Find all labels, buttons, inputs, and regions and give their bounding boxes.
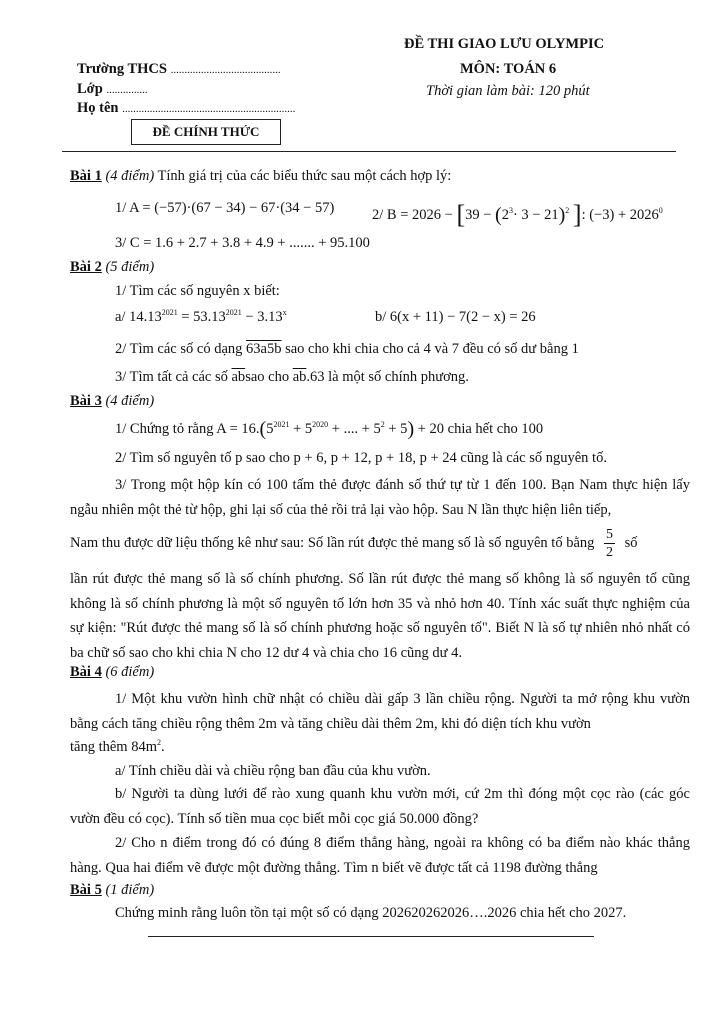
b1-title: Bài 1 [70, 168, 102, 184]
b2-q3-ab1: $\overline{ab}$ [231, 369, 246, 385]
b2-q3-2: sao cho [245, 369, 290, 385]
b2-qa-2: = 53.13 [177, 309, 226, 325]
time-limit: Thời gian làm bài: 120 phút [426, 83, 590, 99]
b2-q3 [115, 369, 469, 386]
b5-title: Bài 5 [70, 882, 102, 898]
b3-q3-c: số [624, 534, 638, 551]
b3-q1: 1/ Chứng tỏ rằng $A = 16.(5^{2021} + 5^{2020}$ + .... + $5^2 + 5) + 20$ chia hết cho 100 [115, 418, 544, 440]
b4-q1: 1/ Một khu vườn hình chữ nhật có chiều dài gấp 3 lần chiều rộng. Người ta mở rộng khu vườn bằng cách tăng chiều rộng thêm 2m và tăng chiều dài thêm 2m, khi đó diện tích khu vườn [70, 691, 690, 732]
b3-q1-p4: + 5 [384, 421, 408, 437]
b3-q1-p1: 5 [266, 421, 274, 437]
b3-q3-b [70, 526, 638, 561]
b3-q1-p3: + .... + 5 [328, 421, 381, 437]
b2-qa-e1: 2021 [161, 308, 178, 317]
b2-qa-3: − 3.13 [241, 309, 283, 325]
b2-q2-2: sao cho khi chia cho cả 4 và 7 đều có số dư bằng 1 [285, 341, 579, 357]
class-dots: ............... [106, 84, 148, 96]
fraction-den: 2 [606, 545, 614, 560]
b4-title: Bài 4 [70, 664, 102, 680]
name-dots: ............................................................... [122, 103, 296, 115]
b1-q2-c-exp: 3 [508, 206, 513, 215]
b1-q2-e-exp: 0 [658, 206, 663, 215]
b2-q3-3: .63 là một số chính phương. [306, 369, 469, 385]
b1-points: (4 điểm) [105, 168, 155, 184]
b5-heading [70, 882, 154, 899]
b3-q3-b-text: Nam thu được dữ liệu thống kê như sau: Số lần rút được thẻ mang số là số nguyên tố bằng [70, 534, 595, 551]
b2-heading [70, 259, 154, 276]
b3-heading [70, 393, 154, 410]
b2-points: (5 điểm) [105, 259, 155, 275]
b1-q2-c: 2 [501, 207, 509, 223]
b3-q1-p2: + 5 [289, 421, 313, 437]
school-dots: ........................................ [170, 64, 281, 76]
b3-points: (4 điểm) [105, 393, 155, 409]
b3-q3-d: lần rút được thẻ mang số là số chính phương. Số lần rút được thẻ mang số không là số nguyên tố cũng không là số chính phương là một số nguyên tố lớn hơn 35 và nhỏ hơn 40. Tính xác suất thực nghiệm của sự kiện: "Rút được thẻ mang số là số chính phương hoặc số nguyên tố". Biết N là số tự nhiên nhỏ nhất có ba chữ số sao cho khi chia N cho 12 dư 4 và chia cho 16 cũng dư 4. [70, 571, 690, 661]
school-label: Trường THCS [77, 61, 167, 77]
b3-q1-2: + 20 chia hết cho 100 [414, 421, 544, 437]
b2-q3-1: 3/ Tìm tất cả các số [115, 369, 228, 385]
b5-q: Chứng minh rằng luôn tồn tại một số có dạng 202620262026….2026 chia hết cho 2027. [115, 905, 627, 921]
b4-heading [70, 664, 154, 681]
class-label: Lớp [77, 81, 103, 97]
b2-q2-1: 2/ Tìm các số có dạng [115, 341, 243, 357]
b1-heading [70, 168, 451, 185]
b3-title: Bài 3 [70, 393, 102, 409]
b3-q1-e1: 2021 [273, 420, 290, 429]
b4-q2: 2/ Cho n điểm trong đó có đúng 8 điểm thẳng hàng, ngoài ra không có ba điểm nào khác thẳng hàng. Qua hai điểm vẽ được một đường thẳng. Tìm n biết vẽ được tất cả 1198 đường thẳng [70, 835, 690, 876]
b2-q2-num: 63a5b [246, 341, 282, 357]
b3-q2: 2/ Tìm số nguyên tố p sao cho p + 6, p + 12, p + 18, p + 24 cũng là các số nguyên tố. [115, 450, 607, 466]
b5-points: (1 điểm) [105, 882, 155, 898]
b2-qa-e2: 2021 [225, 308, 242, 317]
b2-qa [115, 309, 287, 326]
b4-qa: a/ Tính chiều dài và chiều rộng ban đầu của khu vườn. [115, 763, 431, 779]
b2-q2 [115, 341, 579, 358]
b2-q1: 1/ Tìm các số nguyên x biết: [115, 283, 280, 299]
b4-qb: b/ Người ta dùng lưới để rào xung quanh khu vườn mới, cứ 2m thì đóng một cọc rào (các góc vườn đều có cọc). Tính số tiền mua cọc biết mỗi cọc giá 50.000 đồng? [70, 786, 690, 827]
b2-title: Bài 2 [70, 259, 102, 275]
b1-q2: 2/ $B = 2026 - [39 - (2^3\cdot 3 - 21)^2$ ]: $(-3) + 2026^0$ [372, 200, 663, 229]
b4-q1-dot: . [161, 739, 165, 755]
name-field [77, 100, 295, 117]
b1-q2-a: 2/ B = 2026 − [372, 207, 453, 223]
school-field [77, 61, 281, 78]
official-box: ĐỀ CHÍNH THỨC [131, 119, 281, 145]
b3-q3-a: 3/ Trong một hộp kín có 100 tấm thẻ được đánh số thứ tự từ 1 đến 100. Bạn Nam thực hiện lấy ngẫu nhiên một thẻ từ hộp, ghi lại số của thẻ rồi trả lại vào hộp. Sau N lần thực hiện liên tiếp, [70, 477, 690, 518]
b3-q1-e2: 2020 [312, 420, 329, 429]
fraction-num: 5 [606, 527, 614, 542]
b1-q2-e: : (−3) + 2026 [581, 207, 659, 223]
header-divider [62, 151, 676, 152]
b2-qb: b/ 6(x + 11) − 7(2 − x) = 26 [375, 309, 536, 325]
name-label: Họ tên [77, 100, 119, 116]
b1-q2-d: · 3 − 21 [512, 207, 559, 223]
b4-q1-end-text: tăng thêm 84m [70, 739, 157, 755]
b1-q3: 3/ C = 1.6 + 2.7 + 3.8 + 4.9 + ....... + 95.100 [115, 235, 370, 251]
footer-divider [148, 936, 594, 937]
exam-title: ĐỀ THI GIAO LƯU OLYMPIC [404, 36, 605, 52]
b1-q1: 1/ A = (−57)·(67 − 34) − 67·(34 − 57) [115, 200, 335, 216]
b2-q3-ab2: $\overline{ab}$ [292, 369, 307, 385]
b3-q1-1: 1/ Chứng tỏ rằng A = 16. [115, 421, 260, 437]
b4-q1-end [70, 739, 165, 756]
subject: MÔN: TOÁN 6 [460, 61, 557, 77]
class-field [77, 81, 148, 98]
b3-q1-e3: 2 [380, 420, 385, 429]
fraction [604, 526, 615, 561]
b4-points: (6 điểm) [105, 664, 155, 680]
b2-qa-e3: x [282, 308, 287, 317]
b1-q2-sq: 2 [565, 206, 570, 215]
b1-q2-b: 39 − [465, 207, 492, 223]
b2-qa-1: a/ 14.13 [115, 309, 162, 325]
b1-intro: Tính giá trị của các biểu thức sau một cách hợp lý: [157, 168, 452, 184]
b4-q1-exp: 2 [157, 738, 161, 747]
